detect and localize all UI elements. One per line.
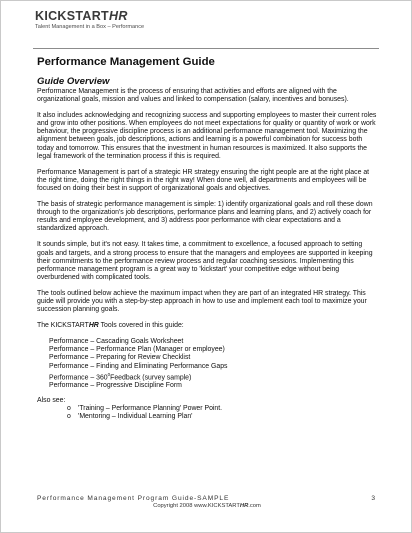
also-see-label: Also see: [37,397,66,405]
list-item: Performance – Finding and Eliminating Performance Gaps [49,362,228,370]
tools-intro-hr: HR [88,322,99,330]
page-header [35,9,144,31]
also-see-list [67,405,377,421]
tool-360-prefix: Performance – 360 [49,373,108,381]
footer-title: Performance Management Program Guide-SAMPLE [37,495,230,502]
tools-list [49,338,377,390]
copyright-prefix: Copyright 2008 www.KICKSTART [153,503,240,509]
paragraph: The basis of strategic performance management is simple: 1) identify organizational goals and roll these down through to the organization's job descriptions, performance plans and learning plans, and 2) actively coach for results and employee development, and 3) address poor performance with clear expectations and a standardized approach. [37,201,373,233]
list-item: Performance – Performance Plan (Manager or employee) [49,346,225,354]
logo-text: KICKSTART [35,9,109,23]
logo-tagline: Talent Management in a Box – Performance [35,24,145,30]
paragraph: It also includes acknowledging and recognizing success and supporting employees to master their current roles and grow into other positions. When employees do not meet expectations for quality or quantity of work or work behaviour, the progressive discipline process is an additional performance management tool. Maximizing the alignment between goals, job descriptions, actions and learning is a powerful combination for success both today and tomorrow. This ensures that the investment in human resources is maximized. It also supports the legal framework of the termination process if this is required. [37,112,377,160]
copyright [37,503,377,509]
tool-360-degree: 0 [107,371,111,377]
copyright-suffix: .com [248,503,261,509]
tools-intro [37,322,377,330]
logo-hr-text: HR [109,9,128,23]
list-item: Performance – Cascading Goals Worksheet [49,338,184,346]
tool-360-suffix: Feedback (survey sample) [110,373,192,381]
paragraph: Performance Management is part of a strategic HR strategy ensuring the right people are at the right place at the right time, doing the right things in the right way! When done well, all departments and employees will be focused on doing their best in support of organizational goals and objectives. [37,168,370,192]
header-divider [33,48,379,49]
document-body [37,56,377,421]
paragraph: The tools outlined below achieve the maximum impact when they are part of an integrated HR strategy. This guide will provide you with a step-by-step approach in how to use and implement each tool to maximize your succession planning goals. [37,289,367,314]
page-number: 3 [371,495,375,502]
page-footer [37,495,377,509]
list-item: Performance – Preparing for Review Checklist [49,354,191,362]
tools-intro-prefix: The KICKSTART [37,322,89,330]
list-item: Performance – Progressive Discipline Form [49,382,182,390]
paragraph: Performance Management is the process of ensuring that activities and efforts are aligned with the organizational goals, mission and values and linked to compensation (salary, incentives and bonuses). [37,88,349,104]
tools-intro-suffix: Tools covered in this guide: [98,322,184,330]
copyright-hr: HR [239,503,249,509]
kickstarthr-logo [35,9,144,23]
paragraph: It sounds simple, but it's not easy. It takes time, a commitment to excellence, a focused approach to setting goals and targets, and a strong process to ensure that the managers and employees are supported in keeping their commitments to the performance review process and regular coaching sessions. Implementing this performance management program is a great way to 'kickstart' your competitive edge without being overburdened with complicated tools. [37,241,373,281]
list-item: o 'Mentoring – Individual Learning Plan' [67,413,377,421]
section-title: Guide Overview [37,76,110,87]
list-item [49,371,377,382]
list-item: o 'Training – Performance Planning' Power Point. [67,405,377,413]
page-title: Performance Management Guide [37,56,215,68]
